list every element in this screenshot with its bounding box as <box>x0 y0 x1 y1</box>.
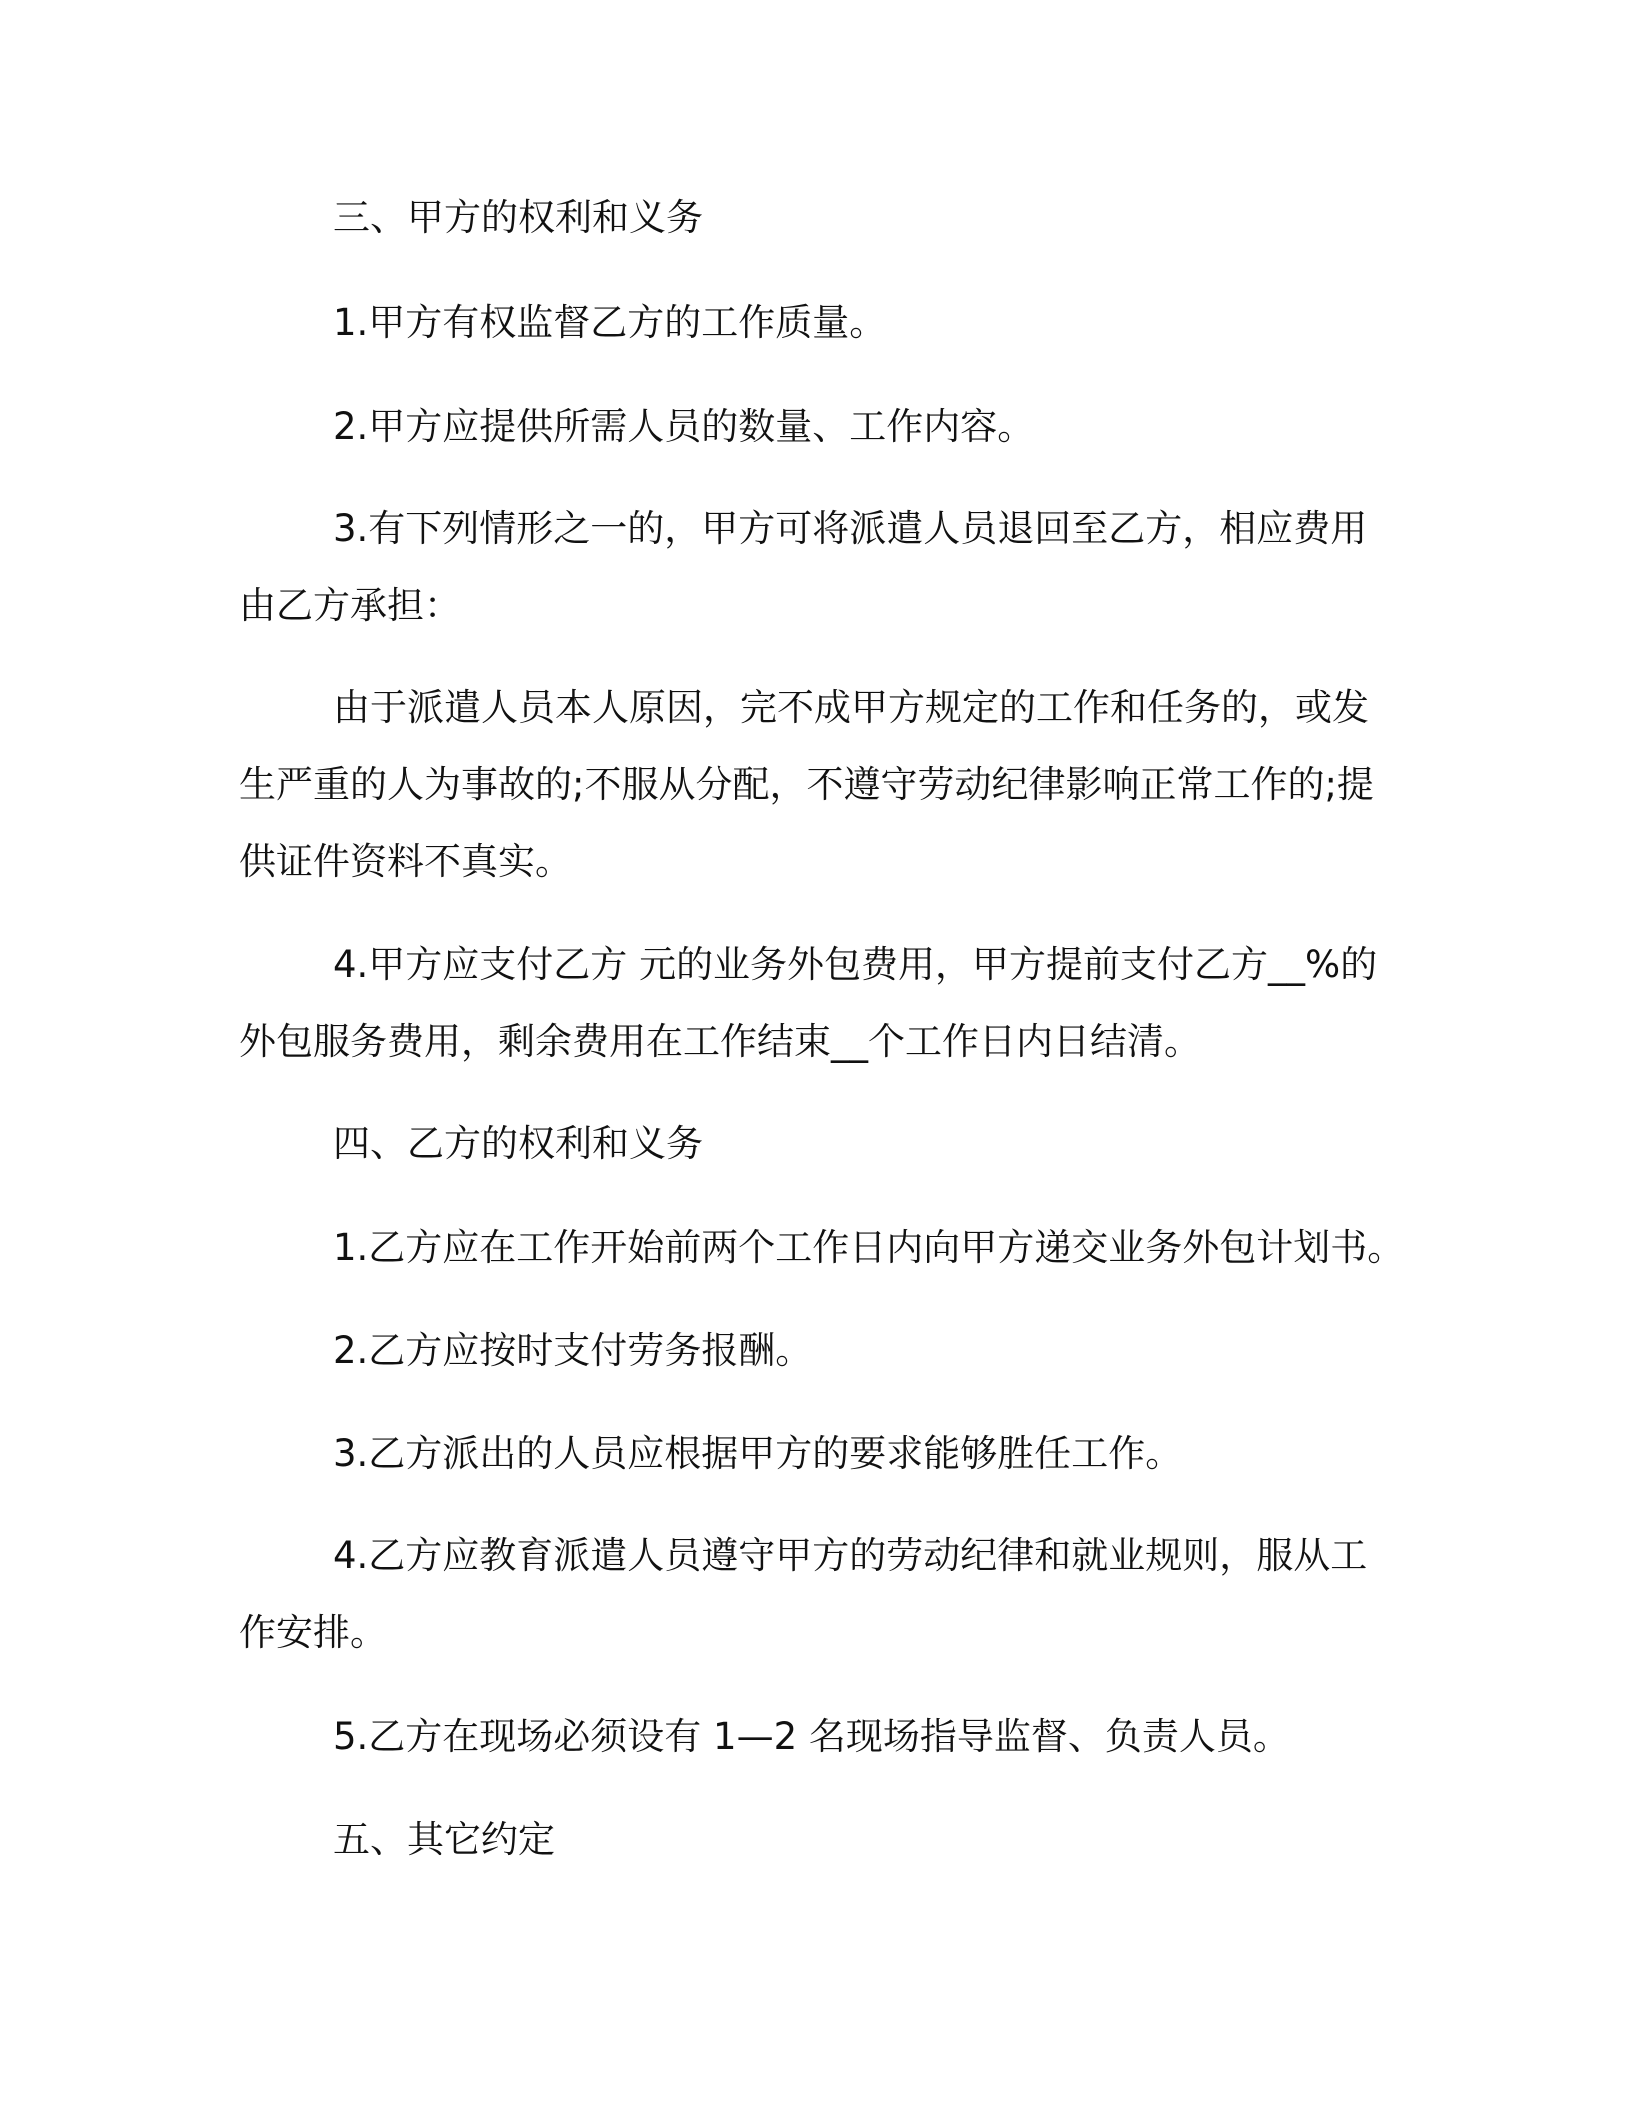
clause-4-2: 2.乙方应按时支付劳务报酬。 <box>333 1329 813 1372</box>
clause-4-4-line-2: 作安排。 <box>239 1611 387 1654</box>
clause-3-3-item-line-3: 供证件资料不真实。 <box>239 840 572 883</box>
clause-3-3-item-line-1: 由于派遣人员本人原因，完不成甲方规定的工作和任务的，或发 <box>333 686 1369 729</box>
clause-4-5: 5.乙方在现场必须设有 1—2 名现场指导监督、负责人员。 <box>333 1715 1290 1758</box>
clause-3-2: 2.甲方应提供所需人员的数量、工作内容。 <box>333 405 1035 448</box>
clause-3-3-line-2: 由乙方承担： <box>239 584 461 627</box>
section-heading-5: 五、其它约定 <box>333 1818 555 1861</box>
section-heading-3: 三、甲方的权利和义务 <box>333 196 703 239</box>
clause-3-4-line-2: 外包服务费用，剩余费用在工作结束__个工作日内日结清。 <box>239 1020 1201 1063</box>
clause-3-1: 1.甲方有权监督乙方的工作质量。 <box>333 301 887 344</box>
clause-4-3: 3.乙方派出的人员应根据甲方的要求能够胜任工作。 <box>333 1432 1183 1475</box>
section-heading-4: 四、乙方的权利和义务 <box>333 1122 703 1165</box>
clause-4-4-line-1: 4.乙方应教育派遣人员遵守甲方的劳动纪律和就业规则，服从工 <box>333 1534 1368 1577</box>
clause-3-4-line-1: 4.甲方应支付乙方 元的业务外包费用，甲方提前支付乙方__%的 <box>333 943 1378 986</box>
clause-4-1: 1.乙方应在工作开始前两个工作日内向甲方递交业务外包计划书。 <box>333 1226 1405 1269</box>
clause-3-3-item-line-2: 生严重的人为事故的;不服从分配，不遵守劳动纪律影响正常工作的;提 <box>239 763 1374 806</box>
clause-3-3-line-1: 3.有下列情形之一的，甲方可将派遣人员退回至乙方，相应费用 <box>333 507 1368 550</box>
